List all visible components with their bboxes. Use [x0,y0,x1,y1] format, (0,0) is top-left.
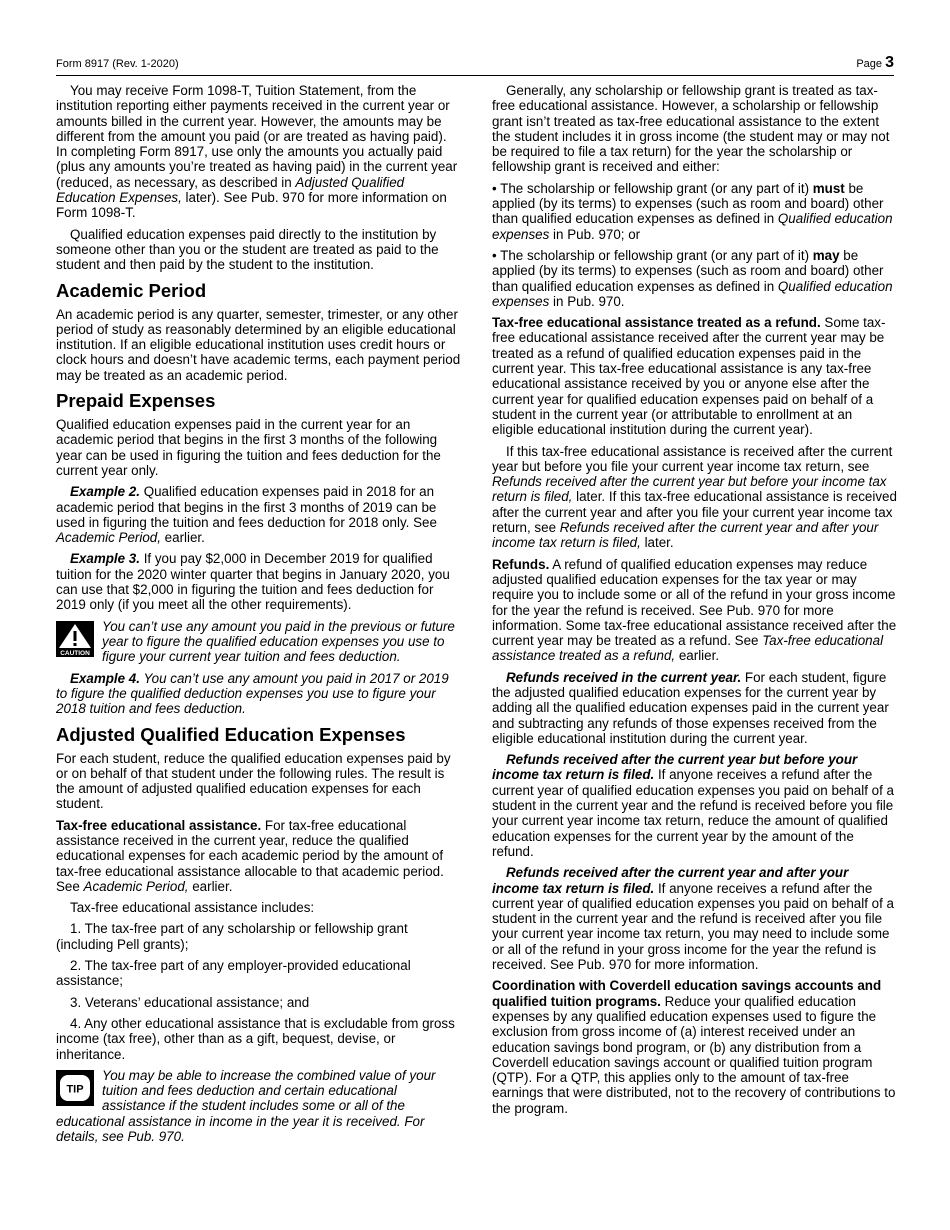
text: earlier. [160,530,205,546]
text: For tax-free educational assistance received in the current year, reduce the qualified educational expenses for each academic period by the amount of tax-free educational assistance allocable to that academic period. See [56,817,444,894]
paragraph-treated-as-refund [492,315,897,437]
bold-lead: Coordination with Coverdell education savings accounts and qualified tuition programs. [492,978,882,1009]
italic-text: You can’t use any amount you paid in 2017 or 2019 to figure the qualified deduction expenses you use to figure your 2018 tuition and fees deduction. [56,670,449,717]
italic-reference: Tax-free educational assistance treated as a refund, [492,633,884,664]
bold-italic-lead: Refunds received in the current year. [506,669,742,685]
header-rule [56,75,894,76]
bullet-must [492,181,897,242]
bullet-may [492,248,897,309]
caution-italic-text: You can’t use any amount you paid in the previous or future year to figure the qualified education expenses you use to figure your current year tuition and fees deduction. [102,618,455,665]
paragraph-coordination [492,978,897,1116]
text: For each student, figure the adjusted qualified education expenses for the current year by adding all the qualified education expenses paid in the current year and subtracting any refunds of those expenses received from the eligible educational institution during the current year. [492,669,889,746]
paragraph-paid-by-others: Qualified education expenses paid directly to the institution by someone other than you or the student are treated as paid to the student and then paid by the student to the institution. [56,226,439,273]
text: • The scholarship or fellowship grant (or any part of it) [492,247,813,263]
text: later. If this tax-free educational assistance is received after the current year and after you file your current year income tax return, see [492,489,897,536]
caution-label: CAUTION [60,649,90,657]
example-2 [56,484,461,545]
text: in Pub. 970. [549,293,625,309]
page-label: Page [856,58,883,70]
text: earlier. [675,648,720,664]
italic-reference: Adjusted Qualified Education Expenses, [56,174,405,206]
paragraph-prepaid: Qualified education expenses paid in the current year for an academic period that begins in the first 3 months of the following year can be used in figuring the tuition and fees deduction for the current year only. [56,417,441,478]
italic-reference: Academic Period, [83,878,189,894]
text: A refund of qualified education expenses may reduce adjusted qualified education expenses for the tax year or may require you to include some or all of the refund in your gross income for the year the refund is received. See Pub. 970 for more information. Some tax-free educational assistance received after the current year may be treated as a refund. See [492,556,897,649]
example-label: Example 4. [70,670,140,686]
text: • The scholarship or fellowship grant (or any part of it) [492,180,813,196]
tip-icon [56,1070,94,1106]
paragraph-refunds-after-filed [492,865,897,972]
text: If anyone receives a refund after the current year of qualified education expenses you paid on behalf of a student in the current year and the refund is received after you file your current year income tax return, you may need to include some or all of the refund in your gross income for the year the refund is received. See Pub. 970 for more information. [492,880,894,973]
paragraph-refunds [492,557,897,664]
text: later. [640,535,674,551]
paragraph-scholarship: Generally, any scholarship or fellowship grant is treated as tax-free educational assistance. However, a scholarship or fellowship grant isn’t treated as tax-free educational assistance to the extent the student includes it in gross income (the student may or may not be required to file a tax return) for the year the scholarship or fellowship grant is received and either: [492,83,890,175]
tip-label: TIP [66,1083,84,1096]
example-label: Example 2. [70,484,140,500]
caution-icon [56,621,94,657]
example-4 [56,671,461,717]
bold-word: must [812,180,845,196]
text: If this tax-free educational assistance is received after the current year but before you file your current year income tax return, see [492,443,893,474]
text: later). See Pub. 970 for more information on Form 1098-T. [56,190,447,221]
page-number: 3 [885,54,894,71]
paragraph-academic-period: An academic period is any quarter, semester, trimester, or any other period of study as reasonably determined by an eligible educational institution. If an eligible educational institution uses credit hours or clock hours and doesn’t have academic terms, each payment period may be treated as an academic period. [56,306,461,383]
example-label: Example 3. [70,551,140,567]
bold-italic-lead: Refunds received after the current year but before your income tax return is filed. [492,752,858,783]
page-header [56,54,894,74]
tip-italic-text: You may be able to increase the combined value of your tuition and fees deduction and certain educational assistance if the student includes some or all of the educational assistance in income in the year it is received. For details, see Pub. 970. [56,1067,436,1145]
text: earlier. [188,878,233,894]
bold-lead: Refunds. [492,556,550,572]
bold-word: may [812,247,840,263]
italic-reference: Refunds received after the current year and after your income tax return is filed, [492,520,879,551]
heading-adjusted-expenses: Adjusted Qualified Education Expenses [56,723,406,745]
paragraph-refunds-before-filed [492,752,897,859]
example-3 [56,551,461,612]
text: Reduce your qualified education expenses by any qualified education expenses used to figure the exclusion from gross income of (a) interest received under an education savings bond program, or (b) any distribution from a Coverdell education savings account or qualified tuition program (QTP). For a QTP, this applies only to the amount of tax-free earnings that were distributed, not to the recovery of contributions to the program. [492,993,896,1116]
list-item: 3. Veterans’ educational assistance; and [70,994,310,1010]
text: in Pub. 970; or [549,226,641,242]
form-identifier: Form 8917 (Rev. 1-2020) [56,58,179,70]
italic-reference: Qualified education expenses [492,278,893,309]
text: You may receive Form 1098-T, Tuition Statement, from the institution reporting either payments received in the current year or amounts billed in the current year. However, the amounts may be different from the amount you paid (or are treated as having paid). In completing Form 8917, use only the amounts you actually paid (plus any amounts you’re treated as having paid) in the current year (reduced, as necessary, as described in [56,83,458,190]
text: If you pay $2,000 in December 2019 for qualified tuition for the 2020 winter quarter that begins in January 2020, you can use that $2,000 in figuring the tuition and fees deduction for 2019 only (if you meet all the other requirements). [56,551,450,613]
paragraph-form-1098t [56,83,461,221]
caution-notice [56,619,461,665]
list-item: 2. The tax-free part of any employer-provided educational assistance; [56,958,411,989]
bold-italic-lead: Refunds received after the current year and after your income tax return is filed. [492,865,849,896]
paragraph-tax-free-assistance [56,818,461,894]
caution-text [56,619,461,665]
tip-notice [56,1068,461,1144]
paragraph-refunds-current-year [492,670,897,746]
heading-academic-period: Academic Period [56,279,207,301]
bold-lead: Tax-free educational assistance. [56,817,262,833]
text: If anyone receives a refund after the current year of qualified education expenses you paid on behalf of a student in the current year and the refund is received before you file your current year income tax return, reduce the amount of qualified education expenses for the current year by the amount of the refund. [492,767,894,859]
italic-reference: Academic Period, [56,530,161,546]
heading-prepaid-expenses: Prepaid Expenses [56,390,216,412]
text: Qualified education expenses paid in 2018 for an academic period that begins in the first 3 months of 2019 can be used in figuring the tuition and fees deduction for 2018 only. See [56,484,437,530]
list-item: 4. Any other educational assistance that is excludable from gross income (tax free), other than as a gift, bequest, devise, or inheritance. [56,1015,455,1062]
italic-reference: Qualified education expenses [492,211,893,242]
text: Some tax-free educational assistance received after the current year may be treated as a refund of qualified education expenses paid in the current year. This tax-free educational assistance is any tax-free educational assistance received by you or anyone else after the current year for qualified education expenses paid on behalf of a student in the current year (or attributable to enrollment at an eligible educational institution during the current year). [492,315,886,438]
includes-intro: Tax-free educational assistance includes: [70,900,315,916]
bold-lead: Tax-free educational assistance treated as a refund. [492,315,821,331]
right-column [492,83,897,1122]
text: be applied (by its terms) to expenses (such as room and board) other than qualified education expenses as defined in [492,247,884,294]
italic-reference: Refunds received after the current year but before your income tax return is filed, [492,474,887,505]
tip-text [56,1068,461,1144]
paragraph-if-received [492,444,897,551]
text: be applied (by its terms) to expenses (such as room and board) other than qualified education expenses as defined in [492,180,884,227]
left-column [56,83,461,1150]
paragraph-adjusted: For each student, reduce the qualified education expenses paid by or on behalf of that student under the following rules. The result is the amount of adjusted qualified education expenses for each student. [56,750,451,812]
list-item: 1. The tax-free part of any scholarship or fellowship grant (including Pell grants); [56,921,408,952]
page-number-label [856,54,894,72]
